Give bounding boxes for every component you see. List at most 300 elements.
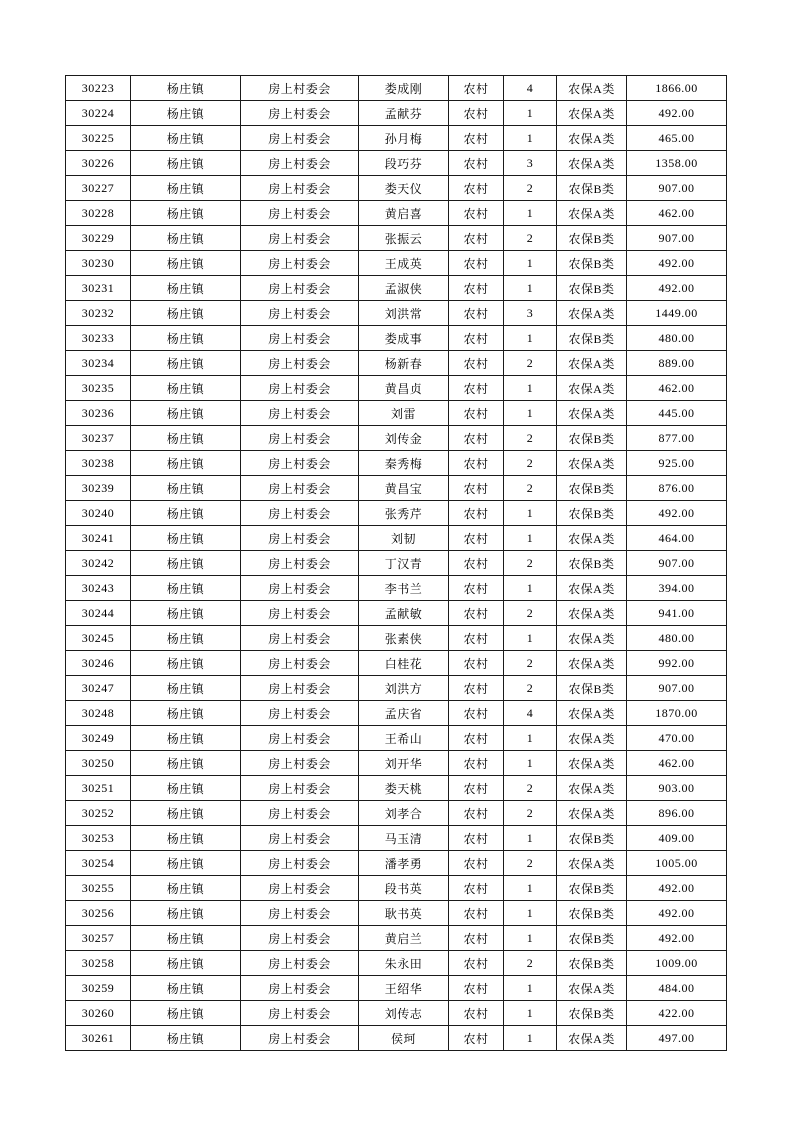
table-row: [66, 976, 727, 1001]
cell-id: 30250: [66, 751, 131, 776]
cell-residence: 农村: [449, 251, 504, 276]
cell-category: 农保A类: [557, 851, 627, 876]
cell-village: 房上村委会: [241, 976, 359, 1001]
cell-id: 30224: [66, 101, 131, 126]
cell-town: 杨庄镇: [131, 851, 241, 876]
cell-category: 农保B类: [557, 251, 627, 276]
cell-amount: 462.00: [627, 201, 727, 226]
cell-category: 农保A类: [557, 151, 627, 176]
cell-id: 30246: [66, 651, 131, 676]
cell-town: 杨庄镇: [131, 951, 241, 976]
cell-count: 1: [504, 376, 557, 401]
table-row: [66, 451, 727, 476]
cell-name: 孟庆省: [359, 701, 449, 726]
cell-residence: 农村: [449, 926, 504, 951]
cell-id: 30253: [66, 826, 131, 851]
cell-id: 30242: [66, 551, 131, 576]
cell-id: 30232: [66, 301, 131, 326]
cell-id: 30241: [66, 526, 131, 551]
cell-residence: 农村: [449, 701, 504, 726]
cell-id: 30245: [66, 626, 131, 651]
cell-amount: 492.00: [627, 901, 727, 926]
table-row: [66, 1026, 727, 1051]
cell-town: 杨庄镇: [131, 426, 241, 451]
cell-category: 农保B类: [557, 176, 627, 201]
cell-count: 1: [504, 526, 557, 551]
cell-residence: 农村: [449, 801, 504, 826]
cell-amount: 462.00: [627, 751, 727, 776]
cell-residence: 农村: [449, 226, 504, 251]
cell-name: 刘洪常: [359, 301, 449, 326]
table-row: [66, 626, 727, 651]
cell-count: 1: [504, 726, 557, 751]
cell-count: 1: [504, 1026, 557, 1051]
cell-id: 30235: [66, 376, 131, 401]
table-row: [66, 176, 727, 201]
cell-town: 杨庄镇: [131, 876, 241, 901]
cell-town: 杨庄镇: [131, 251, 241, 276]
cell-amount: 465.00: [627, 126, 727, 151]
table-row: [66, 551, 727, 576]
cell-town: 杨庄镇: [131, 776, 241, 801]
cell-name: 张振云: [359, 226, 449, 251]
cell-town: 杨庄镇: [131, 926, 241, 951]
cell-name: 黄昌贞: [359, 376, 449, 401]
cell-town: 杨庄镇: [131, 376, 241, 401]
cell-residence: 农村: [449, 951, 504, 976]
cell-town: 杨庄镇: [131, 801, 241, 826]
table-row: [66, 326, 727, 351]
table-row: [66, 151, 727, 176]
cell-town: 杨庄镇: [131, 476, 241, 501]
cell-count: 2: [504, 451, 557, 476]
cell-count: 2: [504, 851, 557, 876]
cell-category: 农保A类: [557, 401, 627, 426]
cell-id: 30236: [66, 401, 131, 426]
cell-name: 黄启喜: [359, 201, 449, 226]
table-row: [66, 76, 727, 101]
cell-village: 房上村委会: [241, 1001, 359, 1026]
cell-residence: 农村: [449, 551, 504, 576]
cell-amount: 497.00: [627, 1026, 727, 1051]
cell-count: 3: [504, 301, 557, 326]
cell-id: 30255: [66, 876, 131, 901]
cell-name: 刘洪方: [359, 676, 449, 701]
table-row: [66, 526, 727, 551]
cell-village: 房上村委会: [241, 176, 359, 201]
cell-town: 杨庄镇: [131, 401, 241, 426]
cell-id: 30248: [66, 701, 131, 726]
cell-name: 黄启兰: [359, 926, 449, 951]
cell-id: 30243: [66, 576, 131, 601]
table-row: [66, 676, 727, 701]
cell-id: 30252: [66, 801, 131, 826]
table-row: [66, 251, 727, 276]
cell-amount: 907.00: [627, 551, 727, 576]
cell-residence: 农村: [449, 451, 504, 476]
cell-town: 杨庄镇: [131, 1001, 241, 1026]
cell-category: 农保A类: [557, 801, 627, 826]
cell-id: 30231: [66, 276, 131, 301]
cell-id: 30229: [66, 226, 131, 251]
table-row: [66, 776, 727, 801]
cell-town: 杨庄镇: [131, 701, 241, 726]
cell-category: 农保A类: [557, 776, 627, 801]
cell-village: 房上村委会: [241, 851, 359, 876]
cell-town: 杨庄镇: [131, 826, 241, 851]
cell-town: 杨庄镇: [131, 226, 241, 251]
cell-name: 张秀芹: [359, 501, 449, 526]
cell-village: 房上村委会: [241, 476, 359, 501]
cell-count: 2: [504, 551, 557, 576]
cell-category: 农保A类: [557, 576, 627, 601]
table-row: [66, 926, 727, 951]
cell-count: 1: [504, 276, 557, 301]
cell-residence: 农村: [449, 676, 504, 701]
cell-town: 杨庄镇: [131, 551, 241, 576]
cell-residence: 农村: [449, 126, 504, 151]
cell-village: 房上村委会: [241, 576, 359, 601]
cell-category: 农保B类: [557, 826, 627, 851]
cell-count: 2: [504, 476, 557, 501]
cell-count: 2: [504, 776, 557, 801]
cell-village: 房上村委会: [241, 526, 359, 551]
cell-count: 1: [504, 751, 557, 776]
cell-count: 1: [504, 826, 557, 851]
cell-id: 30233: [66, 326, 131, 351]
cell-category: 农保B类: [557, 501, 627, 526]
cell-residence: 农村: [449, 101, 504, 126]
cell-amount: 492.00: [627, 926, 727, 951]
cell-name: 孟淑侠: [359, 276, 449, 301]
cell-residence: 农村: [449, 526, 504, 551]
cell-category: 农保B类: [557, 876, 627, 901]
cell-name: 王成英: [359, 251, 449, 276]
cell-village: 房上村委会: [241, 376, 359, 401]
cell-name: 刘韧: [359, 526, 449, 551]
cell-category: 农保A类: [557, 376, 627, 401]
cell-id: 30251: [66, 776, 131, 801]
cell-town: 杨庄镇: [131, 501, 241, 526]
cell-category: 农保A类: [557, 726, 627, 751]
cell-category: 农保B类: [557, 1001, 627, 1026]
cell-category: 农保A类: [557, 751, 627, 776]
cell-village: 房上村委会: [241, 251, 359, 276]
cell-category: 农保A类: [557, 526, 627, 551]
cell-name: 黄昌宝: [359, 476, 449, 501]
cell-amount: 492.00: [627, 276, 727, 301]
cell-town: 杨庄镇: [131, 101, 241, 126]
cell-id: 30238: [66, 451, 131, 476]
cell-name: 刘雷: [359, 401, 449, 426]
cell-category: 农保B类: [557, 901, 627, 926]
cell-town: 杨庄镇: [131, 751, 241, 776]
cell-amount: 1005.00: [627, 851, 727, 876]
cell-amount: 462.00: [627, 376, 727, 401]
cell-town: 杨庄镇: [131, 901, 241, 926]
cell-category: 农保B类: [557, 926, 627, 951]
cell-village: 房上村委会: [241, 301, 359, 326]
cell-count: 2: [504, 176, 557, 201]
cell-amount: 1449.00: [627, 301, 727, 326]
cell-count: 3: [504, 151, 557, 176]
cell-id: 30240: [66, 501, 131, 526]
cell-count: 1: [504, 201, 557, 226]
cell-village: 房上村委会: [241, 426, 359, 451]
cell-name: 孟献敏: [359, 601, 449, 626]
cell-count: 1: [504, 126, 557, 151]
cell-count: 2: [504, 651, 557, 676]
cell-village: 房上村委会: [241, 751, 359, 776]
cell-residence: 农村: [449, 751, 504, 776]
cell-village: 房上村委会: [241, 701, 359, 726]
cell-count: 2: [504, 351, 557, 376]
cell-village: 房上村委会: [241, 676, 359, 701]
payment-table: [65, 75, 727, 1051]
cell-town: 杨庄镇: [131, 151, 241, 176]
cell-amount: 445.00: [627, 401, 727, 426]
cell-count: 2: [504, 951, 557, 976]
cell-name: 张素侠: [359, 626, 449, 651]
cell-count: 2: [504, 601, 557, 626]
cell-town: 杨庄镇: [131, 976, 241, 1001]
cell-name: 孟献芬: [359, 101, 449, 126]
cell-residence: 农村: [449, 976, 504, 1001]
cell-category: 农保A类: [557, 301, 627, 326]
cell-amount: 1009.00: [627, 951, 727, 976]
cell-town: 杨庄镇: [131, 126, 241, 151]
cell-amount: 925.00: [627, 451, 727, 476]
cell-residence: 农村: [449, 326, 504, 351]
cell-count: 1: [504, 501, 557, 526]
cell-count: 1: [504, 251, 557, 276]
table-row: [66, 876, 727, 901]
cell-count: 1: [504, 901, 557, 926]
cell-village: 房上村委会: [241, 926, 359, 951]
cell-residence: 农村: [449, 651, 504, 676]
cell-residence: 农村: [449, 501, 504, 526]
cell-count: 2: [504, 676, 557, 701]
cell-category: 农保A类: [557, 101, 627, 126]
cell-village: 房上村委会: [241, 626, 359, 651]
cell-village: 房上村委会: [241, 401, 359, 426]
cell-amount: 907.00: [627, 676, 727, 701]
cell-name: 马玉清: [359, 826, 449, 851]
cell-count: 2: [504, 801, 557, 826]
cell-amount: 907.00: [627, 176, 727, 201]
cell-name: 刘孝合: [359, 801, 449, 826]
cell-category: 农保B类: [557, 551, 627, 576]
cell-name: 段巧芬: [359, 151, 449, 176]
cell-residence: 农村: [449, 351, 504, 376]
cell-amount: 492.00: [627, 501, 727, 526]
table-row: [66, 126, 727, 151]
cell-id: 30247: [66, 676, 131, 701]
cell-name: 潘孝勇: [359, 851, 449, 876]
cell-village: 房上村委会: [241, 1026, 359, 1051]
cell-residence: 农村: [449, 826, 504, 851]
cell-name: 侯珂: [359, 1026, 449, 1051]
cell-village: 房上村委会: [241, 826, 359, 851]
cell-residence: 农村: [449, 1026, 504, 1051]
cell-count: 4: [504, 701, 557, 726]
cell-village: 房上村委会: [241, 951, 359, 976]
cell-village: 房上村委会: [241, 326, 359, 351]
cell-village: 房上村委会: [241, 776, 359, 801]
cell-town: 杨庄镇: [131, 726, 241, 751]
cell-amount: 394.00: [627, 576, 727, 601]
cell-count: 1: [504, 326, 557, 351]
cell-town: 杨庄镇: [131, 326, 241, 351]
cell-town: 杨庄镇: [131, 1026, 241, 1051]
cell-name: 娄成刚: [359, 76, 449, 101]
cell-village: 房上村委会: [241, 201, 359, 226]
cell-residence: 农村: [449, 1001, 504, 1026]
cell-town: 杨庄镇: [131, 201, 241, 226]
cell-name: 秦秀梅: [359, 451, 449, 476]
cell-category: 农保A类: [557, 701, 627, 726]
cell-id: 30249: [66, 726, 131, 751]
table-row: [66, 701, 727, 726]
table-row: [66, 951, 727, 976]
cell-category: 农保A类: [557, 1026, 627, 1051]
cell-town: 杨庄镇: [131, 576, 241, 601]
cell-id: 30244: [66, 601, 131, 626]
cell-amount: 464.00: [627, 526, 727, 551]
cell-name: 刘开华: [359, 751, 449, 776]
cell-amount: 492.00: [627, 251, 727, 276]
cell-amount: 992.00: [627, 651, 727, 676]
cell-name: 刘传志: [359, 1001, 449, 1026]
cell-residence: 农村: [449, 76, 504, 101]
table-row: [66, 501, 727, 526]
cell-amount: 876.00: [627, 476, 727, 501]
table-row: [66, 851, 727, 876]
cell-residence: 农村: [449, 576, 504, 601]
cell-town: 杨庄镇: [131, 76, 241, 101]
cell-town: 杨庄镇: [131, 276, 241, 301]
cell-amount: 889.00: [627, 351, 727, 376]
cell-amount: 903.00: [627, 776, 727, 801]
cell-count: 1: [504, 976, 557, 1001]
cell-count: 2: [504, 226, 557, 251]
cell-amount: 492.00: [627, 876, 727, 901]
cell-amount: 1358.00: [627, 151, 727, 176]
cell-count: 4: [504, 76, 557, 101]
cell-village: 房上村委会: [241, 501, 359, 526]
table-row: [66, 401, 727, 426]
cell-name: 李书兰: [359, 576, 449, 601]
cell-category: 农保B类: [557, 326, 627, 351]
cell-category: 农保A类: [557, 651, 627, 676]
cell-count: 1: [504, 926, 557, 951]
cell-residence: 农村: [449, 601, 504, 626]
payment-table-body: [66, 76, 727, 1051]
cell-village: 房上村委会: [241, 76, 359, 101]
cell-count: 2: [504, 426, 557, 451]
cell-amount: 1870.00: [627, 701, 727, 726]
cell-count: 1: [504, 1001, 557, 1026]
cell-village: 房上村委会: [241, 876, 359, 901]
table-row: [66, 226, 727, 251]
table-row: [66, 601, 727, 626]
cell-amount: 1866.00: [627, 76, 727, 101]
cell-id: 30254: [66, 851, 131, 876]
cell-count: 1: [504, 401, 557, 426]
cell-residence: 农村: [449, 901, 504, 926]
cell-amount: 896.00: [627, 801, 727, 826]
cell-name: 王绍华: [359, 976, 449, 1001]
cell-residence: 农村: [449, 301, 504, 326]
cell-count: 1: [504, 876, 557, 901]
cell-category: 农保A类: [557, 126, 627, 151]
table-row: [66, 751, 727, 776]
cell-name: 刘传金: [359, 426, 449, 451]
cell-residence: 农村: [449, 376, 504, 401]
cell-category: 农保A类: [557, 626, 627, 651]
cell-name: 段书英: [359, 876, 449, 901]
cell-name: 娄天桃: [359, 776, 449, 801]
cell-amount: 409.00: [627, 826, 727, 851]
cell-residence: 农村: [449, 851, 504, 876]
cell-residence: 农村: [449, 151, 504, 176]
cell-town: 杨庄镇: [131, 651, 241, 676]
cell-village: 房上村委会: [241, 601, 359, 626]
cell-name: 孙月梅: [359, 126, 449, 151]
cell-category: 农保B类: [557, 276, 627, 301]
cell-count: 1: [504, 576, 557, 601]
table-row: [66, 301, 727, 326]
cell-id: 30260: [66, 1001, 131, 1026]
cell-id: 30228: [66, 201, 131, 226]
cell-village: 房上村委会: [241, 801, 359, 826]
cell-amount: 941.00: [627, 601, 727, 626]
cell-id: 30256: [66, 901, 131, 926]
table-row: [66, 801, 727, 826]
cell-residence: 农村: [449, 476, 504, 501]
cell-name: 娄天仪: [359, 176, 449, 201]
cell-amount: 422.00: [627, 1001, 727, 1026]
table-row: [66, 201, 727, 226]
cell-category: 农保A类: [557, 351, 627, 376]
cell-amount: 907.00: [627, 226, 727, 251]
cell-name: 朱永田: [359, 951, 449, 976]
cell-name: 娄成事: [359, 326, 449, 351]
table-row: [66, 476, 727, 501]
cell-name: 王希山: [359, 726, 449, 751]
table-row: [66, 351, 727, 376]
table-row: [66, 376, 727, 401]
cell-town: 杨庄镇: [131, 301, 241, 326]
cell-town: 杨庄镇: [131, 526, 241, 551]
cell-amount: 480.00: [627, 326, 727, 351]
cell-residence: 农村: [449, 276, 504, 301]
cell-id: 30234: [66, 351, 131, 376]
cell-residence: 农村: [449, 176, 504, 201]
table-row: [66, 426, 727, 451]
table-row: [66, 1001, 727, 1026]
cell-amount: 480.00: [627, 626, 727, 651]
table-row: [66, 651, 727, 676]
cell-id: 30257: [66, 926, 131, 951]
cell-id: 30226: [66, 151, 131, 176]
cell-category: 农保B类: [557, 476, 627, 501]
cell-village: 房上村委会: [241, 226, 359, 251]
cell-category: 农保A类: [557, 76, 627, 101]
cell-residence: 农村: [449, 401, 504, 426]
cell-id: 30259: [66, 976, 131, 1001]
table-row: [66, 901, 727, 926]
